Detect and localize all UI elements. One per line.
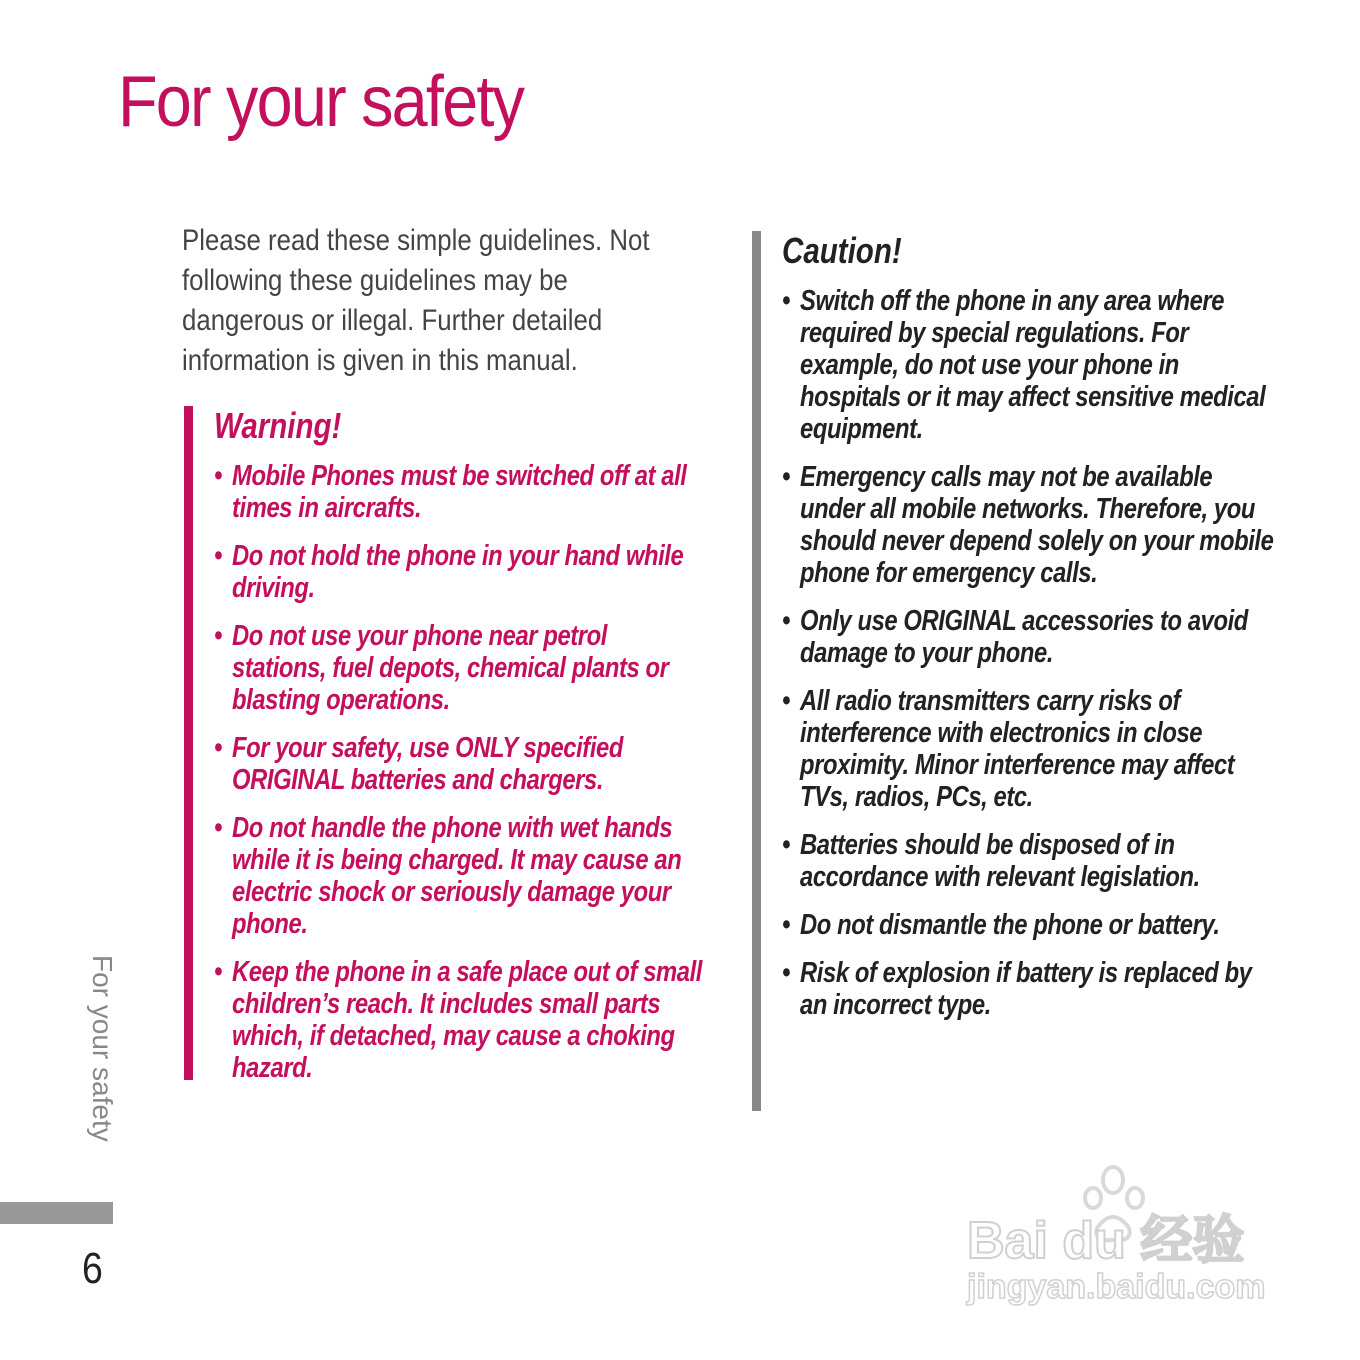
caution-item: • Only use ORIGINAL accessories to avoid damage to your phone. <box>782 605 1248 669</box>
page-tab-marker <box>0 1202 113 1224</box>
caution-item: • Emergency calls may not be available under all mobile networks. Therefore, you should never depend solely on your mobile phone for emergency calls. <box>782 461 1274 589</box>
warning-item: • Keep the phone in a safe place out of small children’s reach. It includes small parts which, if detached, may cause a choking hazard. <box>214 956 703 1084</box>
watermark-url: jingyan.baidu.com <box>967 1268 1266 1306</box>
warning-item: • Do not use your phone near petrol stations, fuel depots, chemical plants or blasting operations. <box>214 620 669 716</box>
caution-list <box>782 285 1274 1021</box>
warning-list <box>214 460 706 1084</box>
baidu-watermark-logo <box>965 1158 1285 1308</box>
caution-heading: Caution! <box>782 230 902 271</box>
page-title: For your safety <box>118 62 524 142</box>
caution-item: • Batteries should be disposed of in accordance with relevant legislation. <box>782 829 1200 893</box>
caution-item: • Risk of explosion if battery is replaced by an incorrect type. <box>782 957 1252 1021</box>
warning-heading: Warning! <box>214 405 342 446</box>
watermark-brand: Bai du 经验 <box>967 1212 1245 1270</box>
warning-box <box>184 405 703 1084</box>
warning-item: • Do not hold the phone in your hand while driving. <box>214 540 684 604</box>
caution-box <box>752 231 1272 1111</box>
warning-item: • Mobile Phones must be switched off at all times in aircrafts. <box>214 460 687 524</box>
caution-item: • Switch off the phone in any area where required by special regulations. For example, do not use your phone in hospitals or it may affect sensitive medical equipment. <box>782 285 1266 445</box>
caution-item: • Do not dismantle the phone or battery. <box>782 909 1220 941</box>
warning-item: • Do not handle the phone with wet hands while it is being charged. It may cause an electric shock or seriously damage your phone. <box>214 812 682 940</box>
caution-accent-bar <box>752 231 761 1111</box>
warning-item: • For your safety, use ONLY specified ORIGINAL batteries and chargers. <box>214 732 623 796</box>
warning-accent-bar <box>184 406 193 1080</box>
caution-item: • All radio transmitters carry risks of interference with electronics in close proximity. Minor interference may affect TVs, radios, PCs, etc. <box>782 685 1235 813</box>
intro-paragraph: Please read these simple guidelines. Not following these guidelines may be dangerous or illegal. Further detailed information is given in this manual. <box>182 224 650 377</box>
side-section-label: For your safety <box>87 955 118 1142</box>
page-number: 6 <box>82 1244 103 1293</box>
